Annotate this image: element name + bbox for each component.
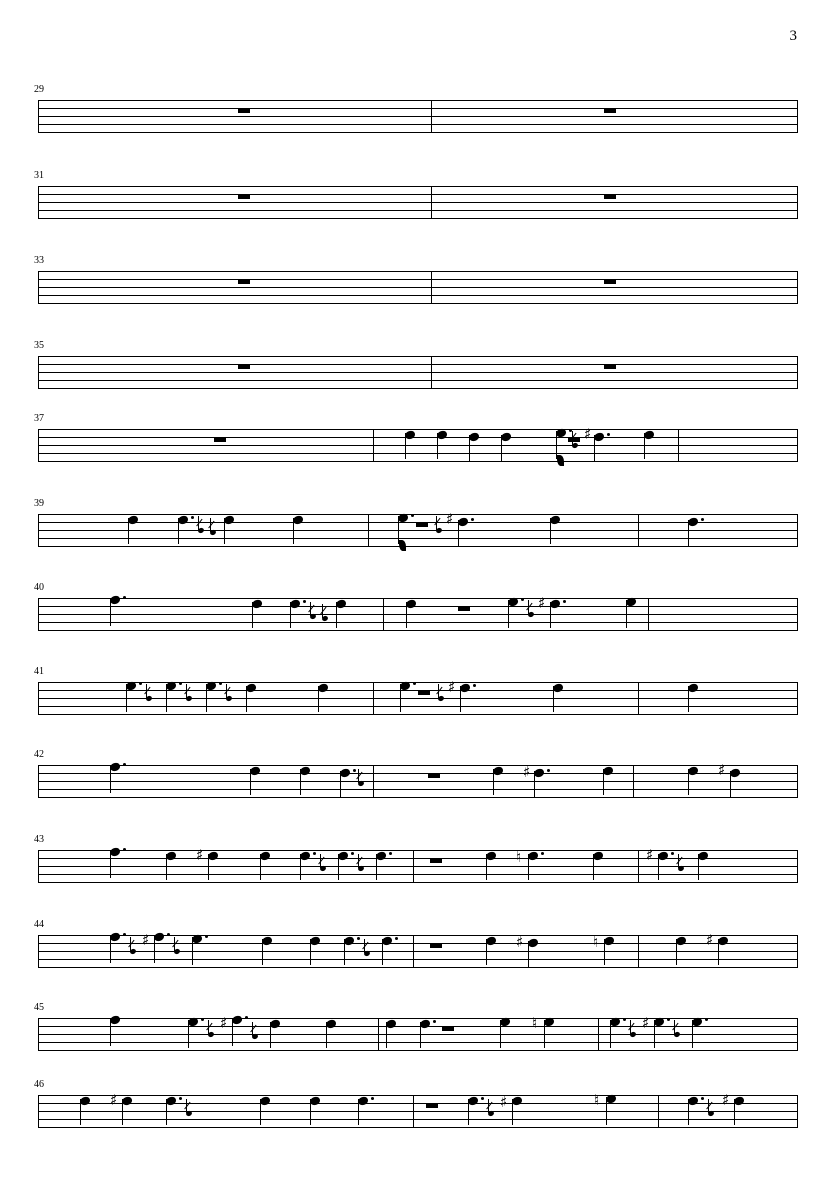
staff-line xyxy=(38,303,798,304)
system-10 xyxy=(34,834,798,884)
barline xyxy=(797,935,798,968)
barline xyxy=(678,429,679,462)
barline xyxy=(431,356,432,389)
barline xyxy=(38,356,39,389)
measure-number: 42 xyxy=(34,749,44,760)
barline xyxy=(413,850,414,883)
barline xyxy=(38,514,39,547)
system-7 xyxy=(34,582,798,632)
barline xyxy=(383,598,384,631)
natural-icon: ♮ xyxy=(594,1091,600,1109)
staff xyxy=(38,931,798,969)
system-2 xyxy=(34,170,798,220)
staff-line xyxy=(38,364,798,365)
barline xyxy=(797,598,798,631)
staff xyxy=(38,1091,798,1129)
staff-line xyxy=(38,356,798,357)
sharp-icon: ♯ xyxy=(718,761,726,779)
barline xyxy=(797,514,798,547)
staff-line xyxy=(38,271,798,272)
barline xyxy=(797,765,798,798)
barline xyxy=(638,935,639,968)
barline xyxy=(797,356,798,389)
staff xyxy=(38,271,798,305)
barline xyxy=(38,271,39,304)
whole-rest xyxy=(238,279,250,284)
measure-number: 35 xyxy=(34,340,44,351)
staff xyxy=(38,846,798,884)
staff-line xyxy=(38,372,798,373)
staff-line xyxy=(38,186,798,187)
sharp-icon: ♯ xyxy=(642,1014,650,1032)
system-5 xyxy=(34,413,798,463)
barline xyxy=(797,850,798,883)
system-3 xyxy=(34,255,798,305)
barline xyxy=(38,1095,39,1128)
measure-number: 43 xyxy=(34,834,44,845)
measure-number: 29 xyxy=(34,84,44,95)
sharp-icon: ♯ xyxy=(646,846,654,864)
natural-icon: ♮ xyxy=(532,1014,538,1032)
sharp-icon: ♯ xyxy=(448,678,456,696)
barline xyxy=(431,186,432,219)
staff-line xyxy=(38,202,798,203)
sharp-icon: ♯ xyxy=(516,933,524,951)
barline xyxy=(648,598,649,631)
sharp-icon: ♯ xyxy=(220,1014,228,1032)
staff xyxy=(38,761,798,799)
staff xyxy=(38,1014,798,1052)
barline xyxy=(373,765,374,798)
sharp-icon: ♯ xyxy=(538,594,546,612)
staff-line xyxy=(38,295,798,296)
half-rest xyxy=(426,1103,438,1108)
whole-rest xyxy=(604,364,616,369)
measure-number: 46 xyxy=(34,1079,44,1090)
sharp-icon: ♯ xyxy=(142,931,150,949)
barline xyxy=(373,429,374,462)
staff-line xyxy=(38,132,798,133)
system-8 xyxy=(34,666,798,716)
staff-line xyxy=(38,108,798,109)
whole-rest xyxy=(238,108,250,113)
barline xyxy=(797,1018,798,1051)
measure-number: 39 xyxy=(34,498,44,509)
barline xyxy=(38,598,39,631)
measure-number: 37 xyxy=(34,413,44,424)
measure-number: 40 xyxy=(34,582,44,593)
staff-line xyxy=(38,287,798,288)
staff-line xyxy=(38,380,798,381)
system-11 xyxy=(34,919,798,969)
staff-line xyxy=(38,388,798,389)
sharp-icon: ♯ xyxy=(584,425,592,443)
staff xyxy=(38,100,798,134)
whole-rest xyxy=(238,364,250,369)
barline xyxy=(38,429,39,462)
sharp-icon: ♯ xyxy=(500,1093,508,1111)
barline xyxy=(797,100,798,133)
barline xyxy=(38,850,39,883)
barline xyxy=(633,765,634,798)
staff xyxy=(38,186,798,220)
barline xyxy=(658,1095,659,1128)
whole-rest xyxy=(238,194,250,199)
half-rest xyxy=(430,858,442,863)
barline xyxy=(38,935,39,968)
staff-line xyxy=(38,100,798,101)
barline xyxy=(797,271,798,304)
barline xyxy=(797,682,798,715)
eighth-rest xyxy=(416,522,428,527)
barline xyxy=(598,1018,599,1051)
system-6 xyxy=(34,498,798,548)
barline xyxy=(38,186,39,219)
barline xyxy=(368,514,369,547)
whole-rest xyxy=(604,108,616,113)
natural-icon: ♮ xyxy=(593,933,599,951)
staff xyxy=(38,425,798,463)
measure-number: 41 xyxy=(34,666,44,677)
half-rest xyxy=(458,606,470,611)
barline xyxy=(797,186,798,219)
barline xyxy=(431,271,432,304)
sharp-icon: ♯ xyxy=(706,931,714,949)
staff-line xyxy=(38,194,798,195)
measure-number: 31 xyxy=(34,170,44,181)
barline xyxy=(373,682,374,715)
barline xyxy=(797,1095,798,1128)
barline xyxy=(38,765,39,798)
staff xyxy=(38,678,798,716)
half-rest xyxy=(430,943,442,948)
barline xyxy=(797,429,798,462)
eighth-rest xyxy=(568,437,580,442)
staff xyxy=(38,594,798,632)
barline xyxy=(413,935,414,968)
barline xyxy=(431,100,432,133)
staff-line xyxy=(38,124,798,125)
staff xyxy=(38,356,798,390)
system-13 xyxy=(34,1079,798,1129)
barline xyxy=(38,1018,39,1051)
staff xyxy=(38,510,798,548)
natural-icon: ♮ xyxy=(516,848,522,866)
staff-line xyxy=(38,279,798,280)
system-12 xyxy=(34,1002,798,1052)
sharp-icon: ♯ xyxy=(722,1091,730,1109)
measure-number: 33 xyxy=(34,255,44,266)
whole-rest xyxy=(604,279,616,284)
system-1 xyxy=(34,84,798,134)
half-rest xyxy=(214,437,226,442)
half-rest xyxy=(442,1026,454,1031)
staff-line xyxy=(38,210,798,211)
staff-line xyxy=(38,116,798,117)
half-rest xyxy=(428,773,440,778)
barline xyxy=(638,682,639,715)
barline xyxy=(38,682,39,715)
whole-rest xyxy=(604,194,616,199)
measure-number: 44 xyxy=(34,919,44,930)
sharp-icon: ♯ xyxy=(446,510,454,528)
sharp-icon: ♯ xyxy=(523,763,531,781)
sharp-icon: ♯ xyxy=(110,1091,118,1109)
barline xyxy=(638,514,639,547)
sharp-icon: ♯ xyxy=(196,846,204,864)
measure-number: 45 xyxy=(34,1002,44,1013)
barline xyxy=(413,1095,414,1128)
eighth-rest xyxy=(418,690,430,695)
barline xyxy=(378,1018,379,1051)
page-number: 3 xyxy=(789,28,797,44)
barline xyxy=(638,850,639,883)
staff-line xyxy=(38,218,798,219)
system-4 xyxy=(34,340,798,390)
barline xyxy=(38,100,39,133)
system-9 xyxy=(34,749,798,799)
